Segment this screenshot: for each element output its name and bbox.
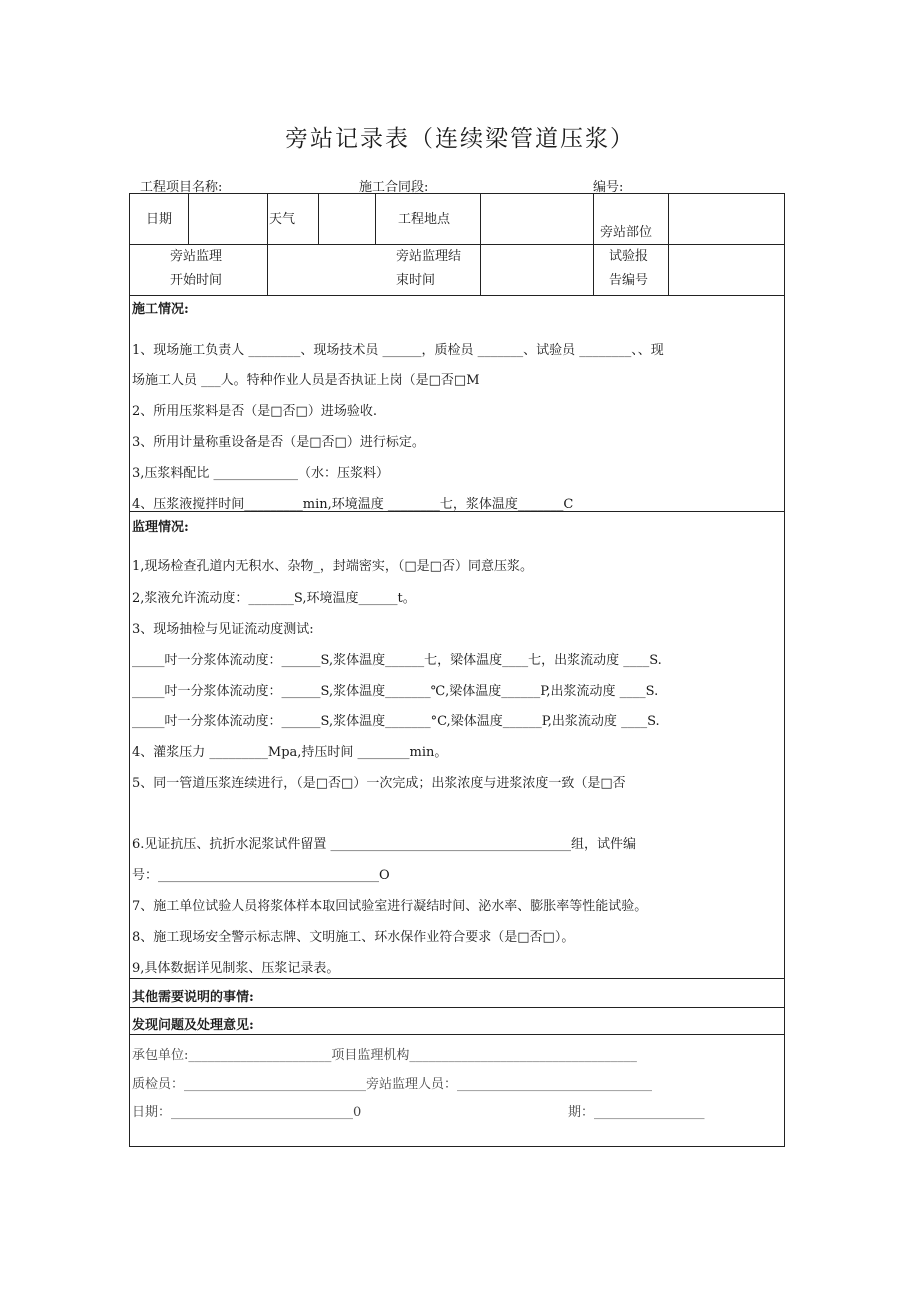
record-form (129, 193, 785, 1147)
supervision-line: 4、灌浆压力 _________Mpa,持压时间 ________min。 (132, 745, 448, 760)
construction-line: 2、所用压浆料是否（是□否□）进场验收. (132, 404, 377, 419)
inspector-signature-line: 质检员：____________________________旁站监理人员：______________________________ (132, 1077, 653, 1092)
document-title: 旁站记录表（连续梁管道压浆） (285, 126, 635, 152)
supervision-heading: 监理情况: (132, 520, 189, 535)
construction-heading: 施工情况: (132, 302, 189, 317)
supervision-line: 6.见证抗压、抗折水泥浆试件留置 _____________________________________组，试件编 (132, 837, 637, 852)
other-matters-heading: 其他需要说明的事情: (132, 990, 254, 1005)
supervision-line: 9,具体数据详见制浆、压浆记录表。 (132, 961, 340, 976)
supervision-line: _____吋一分浆体流动度：______S,浆体温度______七，梁体温度____七，出浆流动度 ____S. (132, 653, 662, 668)
supervision-line: 1,现场检查孔道内无积水、杂物_，封端密实，（□是□否）同意压浆。 (132, 559, 533, 574)
project-name-label: 工程项目名称: (140, 180, 223, 195)
row-divider (130, 295, 784, 296)
date-signature-right: 期：_________________ (568, 1105, 705, 1120)
date-label: 日期 (146, 212, 173, 227)
col-divider (480, 194, 481, 295)
start-time-label-line2: 开始时间 (170, 273, 223, 288)
end-time-label-line1: 旁站监理结 (396, 249, 462, 264)
construction-line: 场施工人员 ___人。特种作业人员是否执证上岗（是□否□M (132, 373, 480, 388)
supervision-line: 7、施工单位试验人员将浆体样本取回试验室进行凝结时间、泌水率、膨胀率等性能试验。 (132, 899, 648, 914)
supervision-line: _____吋一分浆体流动度：______S,浆体温度_______℃,梁体温度______P,出浆流动度 ____S. (132, 684, 659, 699)
report-number-label-line1: 试验报 (609, 249, 649, 264)
supervision-line: 号：__________________________________O (132, 868, 390, 883)
construction-line: 3,压浆料配比 _____________（水：压浆料） (132, 466, 390, 481)
col-divider (188, 194, 189, 244)
start-time-label-line1: 旁站监理 (170, 249, 223, 264)
section-divider (130, 1007, 784, 1008)
supervision-line: 3、现场抽检与见证流动度测试: (132, 622, 314, 637)
contract-section-label: 施工合同段: (359, 180, 429, 195)
contractor-signature-line: 承包单位:______________________项目监理机构___________________________________ (132, 1048, 637, 1063)
construction-line: 1、现场施工负责人 ________、现场技术员 ______，质检员 _______、试验员 ________、、现 (132, 343, 664, 358)
weather-label: 天气 (269, 212, 296, 227)
col-divider (318, 194, 319, 244)
col-divider (668, 194, 669, 295)
section-divider (130, 511, 784, 512)
report-number-label-line2: 告编号 (609, 273, 649, 288)
issues-heading: 发现问题及处理意见: (132, 1018, 254, 1033)
supervision-line: 5、同一管道压浆连续进行，（是□否□）一次完成；出浆浓度与进浆浓度一致（是□否 (132, 776, 626, 791)
construction-line: 4、压浆液搅拌时间_________min,环境温度 ________七，浆体温度_______C (132, 497, 574, 512)
position-label: 旁站部位 (600, 225, 653, 240)
col-divider (267, 194, 268, 295)
col-divider (375, 194, 376, 244)
section-divider (130, 978, 784, 979)
row-divider (130, 244, 784, 245)
number-label: 编号: (593, 180, 624, 195)
construction-line: 3、所用计量称重设备是否（是□否□）进行标定。 (132, 435, 425, 450)
supervision-line: 8、施工现场安全警示标志牌、文明施工、环水保作业符合要求（是□否□）。 (132, 930, 575, 945)
supervision-line: 2,浆液允许流动度：_______S,环境温度______t。 (132, 591, 416, 606)
col-divider (593, 194, 594, 295)
date-signature-line: 日期：____________________________0 (132, 1105, 362, 1120)
location-label: 工程地点 (398, 212, 451, 227)
supervision-line: _____吋一分浆体流动度：______S,浆体温度_______°C,梁体温度______P,出浆流动度 ____S. (132, 714, 660, 729)
end-time-label-line2: 束时间 (396, 273, 436, 288)
section-divider (130, 1034, 784, 1035)
